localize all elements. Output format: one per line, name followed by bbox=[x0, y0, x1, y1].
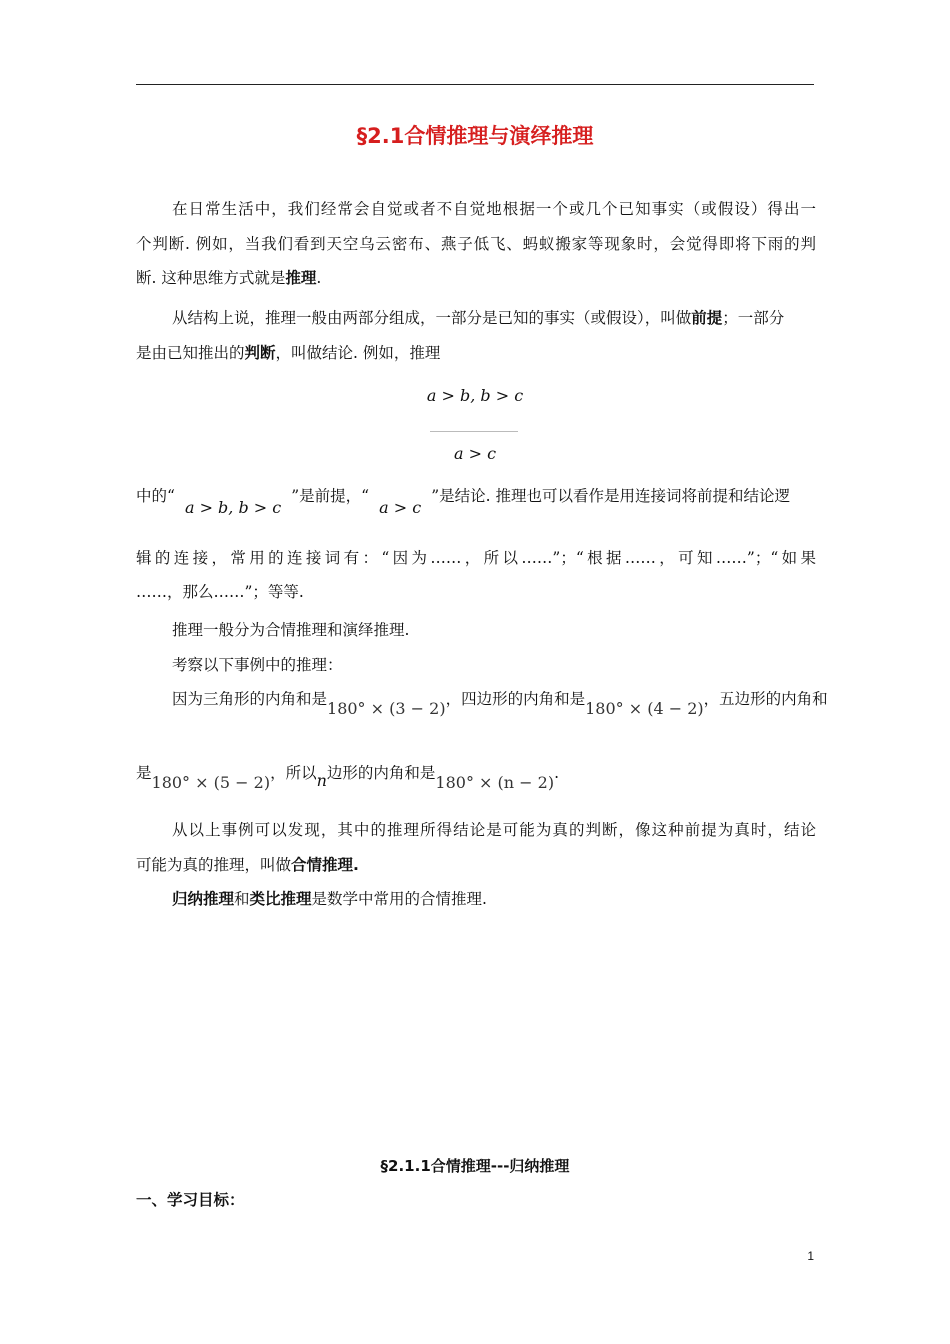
header-rule bbox=[136, 84, 814, 85]
text: 从结构上说，推理一般由两部分组成，一部分是已知的事实（或假设），叫做 bbox=[172, 309, 692, 327]
math-n: n bbox=[316, 771, 327, 790]
inference-bar bbox=[430, 431, 518, 432]
text: 断. 这种思维方式就是 bbox=[136, 269, 286, 287]
text: ，五边形的内角和 bbox=[703, 690, 828, 708]
text: 是数学中常用的合情推理. bbox=[311, 890, 487, 908]
para3-line3: ……，那么……”；等等. bbox=[136, 583, 304, 601]
heading-learning-goals: 一、学习目标： bbox=[136, 1191, 245, 1209]
para7-line2 bbox=[136, 855, 816, 875]
para3-line1 bbox=[136, 486, 816, 517]
text: . bbox=[316, 269, 322, 287]
para6-line2 bbox=[136, 763, 816, 792]
math-premise: a > b, b > c bbox=[184, 498, 282, 517]
text: 是 bbox=[136, 764, 152, 782]
term-plausible-reasoning: 合情推理. bbox=[291, 856, 359, 874]
text: ，所以 bbox=[270, 764, 317, 782]
text: ”是结论. 推理也可以看作是用连接词将前提和结论逻 bbox=[431, 487, 790, 505]
inference-premise: a > b, b > c bbox=[426, 386, 524, 405]
text: 因为三角形的内角和是 bbox=[172, 690, 328, 708]
para1-line2: 个判断. 例如，当我们看到天空乌云密布、燕子低飞、蚂蚁搬家等现象时，会觉得即将下雨的判 bbox=[136, 235, 816, 253]
text: 中的“ bbox=[136, 487, 175, 505]
para3-line2: 辑的连接，常用的连接词有：“因为……，所以……”；“根据……，可知……”；“如果 bbox=[136, 549, 816, 567]
term-judgment: 判断 bbox=[244, 344, 276, 362]
para4: 推理一般分为合情推理和演绎推理. bbox=[172, 621, 410, 639]
term-reasoning: 推理 bbox=[285, 269, 317, 287]
term-premise: 前提 bbox=[691, 309, 723, 327]
math-180-4-2: 180° × (4 − 2) bbox=[585, 699, 704, 718]
para2-line1 bbox=[172, 308, 816, 328]
text: 边形的内角和是 bbox=[326, 764, 436, 782]
inference-conclusion: a > c bbox=[453, 444, 497, 463]
text: ；一部分 bbox=[722, 309, 785, 327]
math-conclusion: a > c bbox=[379, 498, 422, 517]
text: 可能为真的推理，叫做 bbox=[136, 856, 292, 874]
math-180-n-2: 180° × (n − 2) bbox=[435, 773, 555, 792]
para5: 考察以下事例中的推理： bbox=[172, 656, 343, 674]
para7-line1: 从以上事例可以发现，其中的推理所得结论是可能为真的判断，像这种前提为真时，结论 bbox=[172, 821, 816, 839]
para1-line3 bbox=[136, 268, 816, 288]
text: ，叫做结论. 例如，推理 bbox=[275, 344, 441, 362]
para1-line1: 在日常生活中，我们经常会自觉或者不自觉地根据一个或几个已知事实（或假设）得出一 bbox=[172, 200, 816, 218]
text: ”是前提，“ bbox=[291, 487, 370, 505]
text: 和 bbox=[234, 890, 250, 908]
page-title: §2.1合情推理与演绎推理 bbox=[356, 124, 594, 148]
para6-line1 bbox=[172, 689, 828, 718]
text: ，四边形的内角和是 bbox=[445, 690, 586, 708]
para7-line3 bbox=[172, 889, 816, 909]
page-number: 1 bbox=[807, 1249, 814, 1263]
section-title: §2.1.1合情推理---归纳推理 bbox=[380, 1157, 570, 1175]
para2-line2 bbox=[136, 343, 816, 363]
term-analogical: 类比推理 bbox=[249, 890, 312, 908]
text: . bbox=[554, 764, 560, 782]
text: 是由已知推出的 bbox=[136, 344, 245, 362]
term-inductive: 归纳推理 bbox=[172, 890, 235, 908]
math-180-3-2: 180° × (3 − 2) bbox=[327, 699, 446, 718]
math-180-5-2: 180° × (5 − 2) bbox=[151, 773, 271, 792]
